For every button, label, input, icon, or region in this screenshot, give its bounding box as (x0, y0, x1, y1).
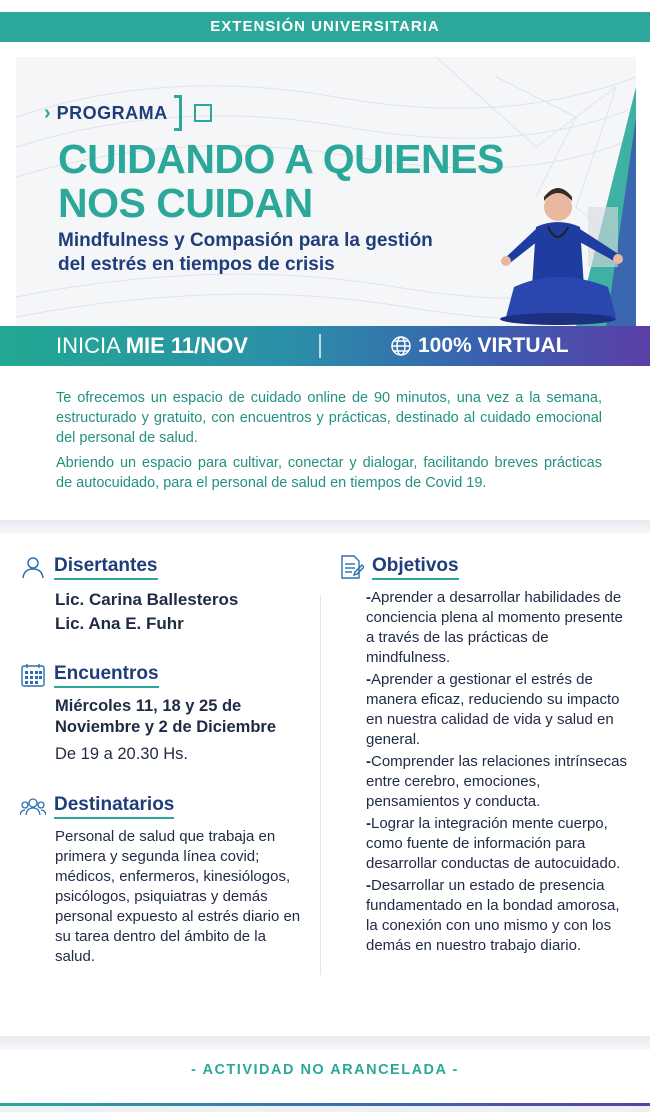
objectives-title: Objetivos (372, 555, 459, 580)
speakers-section (20, 552, 310, 636)
institution-label: EXTENSIÓN UNIVERSITARIA (0, 12, 650, 42)
objective-text: Aprender a gestionar el estrés de manera eficaz, reduciendo su impacto en nuestra calidad de vida y salud en general. (366, 671, 620, 748)
group-icon (20, 793, 46, 819)
globe-icon (390, 335, 412, 357)
hero-title-line1: CUIDANDO A QUIENES (58, 136, 504, 182)
meetings-title: Encuentros (54, 663, 159, 688)
program-label: PROGRAMA (56, 102, 168, 123)
start-date-value: MIE 11/NOV (125, 333, 248, 358)
objectives-list (366, 588, 628, 956)
person-icon (20, 554, 46, 580)
start-banner (0, 326, 650, 366)
hero-title (58, 137, 518, 225)
objective-text: Desarrollar un estado de presencia fundamentado en la bondad amorosa, la conexión con uno mismo y con los demás en nuestro trabajo diario. (366, 877, 620, 954)
mode-label: 100% VIRTUAL (418, 334, 569, 357)
speakers-header (20, 552, 310, 582)
footer-base (0, 1106, 650, 1112)
free-activity-label: - ACTIVIDAD NO ARANCELADA - (191, 1062, 459, 1078)
intro-text (56, 388, 602, 493)
meeting-dates: Miércoles 11, 18 y 25 de Noviembre y 2 de Diciembre (55, 697, 277, 736)
objective-item: -Aprender a gestionar el estrés de manera eficaz, reduciendo su impacto en nuestra calidad de vida y salud en general. (366, 671, 620, 748)
objective-item: -Comprender las relaciones intrínsecas entre cerebro, emociones, pensamientos y conducta. (366, 753, 627, 810)
hero-subtitle-line1: Mindfulness y Compasión para la gestión (58, 230, 433, 251)
right-column (338, 552, 628, 958)
section-separator-bottom (0, 1036, 650, 1050)
top-bar (0, 0, 650, 42)
intro-paragraph-1: Te ofrecemos un espacio de cuidado online de 90 minutos, una vez a la semana, estructurado y gratuito, con encuentros y prácticas, destinado al cuidado emocional del personal de salud. (56, 390, 602, 446)
objective-item: -Aprender a desarrollar habilidades de conciencia plena al momento presente a través de las prácticas de mindfulness. (366, 589, 623, 666)
chevron-right-icon: › (44, 101, 51, 124)
meeting-hours: De 19 a 20.30 Hs. (55, 745, 188, 763)
bracket-decoration (174, 95, 182, 131)
square-decoration (194, 104, 212, 122)
speaker-name: Lic. Ana E. Fuhr (55, 614, 184, 633)
banner-divider (319, 334, 321, 358)
program-row (44, 95, 212, 131)
objective-text: Aprender a desarrollar habilidades de conciencia plena al momento presente a través de las prácticas de mindfulness. (366, 589, 623, 666)
start-prefix: INICIA (56, 333, 126, 358)
hero-title-line2: NOS CUIDAN (58, 180, 313, 226)
hero-panel (16, 57, 636, 327)
intro-paragraph-2: Abriendo un espacio para cultivar, conectar y dialogar, facilitando breves prácticas de autocuidado, para el personal de salud en tiempos de Covid 19. (56, 455, 602, 491)
document-icon (338, 554, 364, 580)
objective-text: Lograr la integración mente cuerpo, como fuente de información para desarrollar conductas de autocuidado. (366, 815, 621, 872)
speakers-title: Disertantes (54, 555, 158, 580)
left-column (20, 552, 310, 967)
speaker-name: Lic. Carina Ballesteros (55, 590, 239, 609)
start-date (56, 326, 248, 366)
meetings-header (20, 660, 310, 690)
audience-text: Personal de salud que trabaja en primera y segunda línea covid; médicos, enfermeros, kinesiólogos, psicólogos, psiquiatras y demás personal expuesto al estrés diario en su tarea dentro del ámbito de la salud. (55, 828, 301, 965)
column-divider (320, 595, 321, 975)
objective-item: -Desarrollar un estado de presencia fundamentado en la bondad amorosa, la conexión con uno mismo y con los demás en nuestro trabajo diario. (366, 877, 620, 954)
audience-header (20, 791, 310, 821)
hero-subtitle (58, 229, 478, 277)
audience-title: Destinatarios (54, 794, 174, 819)
objective-item: -Lograr la integración mente cuerpo, como fuente de información para desarrollar conductas de autocuidado. (366, 815, 621, 872)
speakers-list (55, 588, 310, 636)
meetings-section (20, 660, 310, 765)
calendar-icon (20, 662, 46, 688)
nurse-illustration (496, 167, 636, 327)
section-separator-top (0, 520, 650, 534)
objectives-header (338, 552, 628, 582)
mode-badge (390, 326, 569, 366)
hero-subtitle-line2: del estrés en tiempos de crisis (58, 254, 335, 275)
objective-text: Comprender las relaciones intrínsecas entre cerebro, emociones, pensamientos y conducta. (366, 753, 627, 810)
audience-section (20, 791, 310, 967)
